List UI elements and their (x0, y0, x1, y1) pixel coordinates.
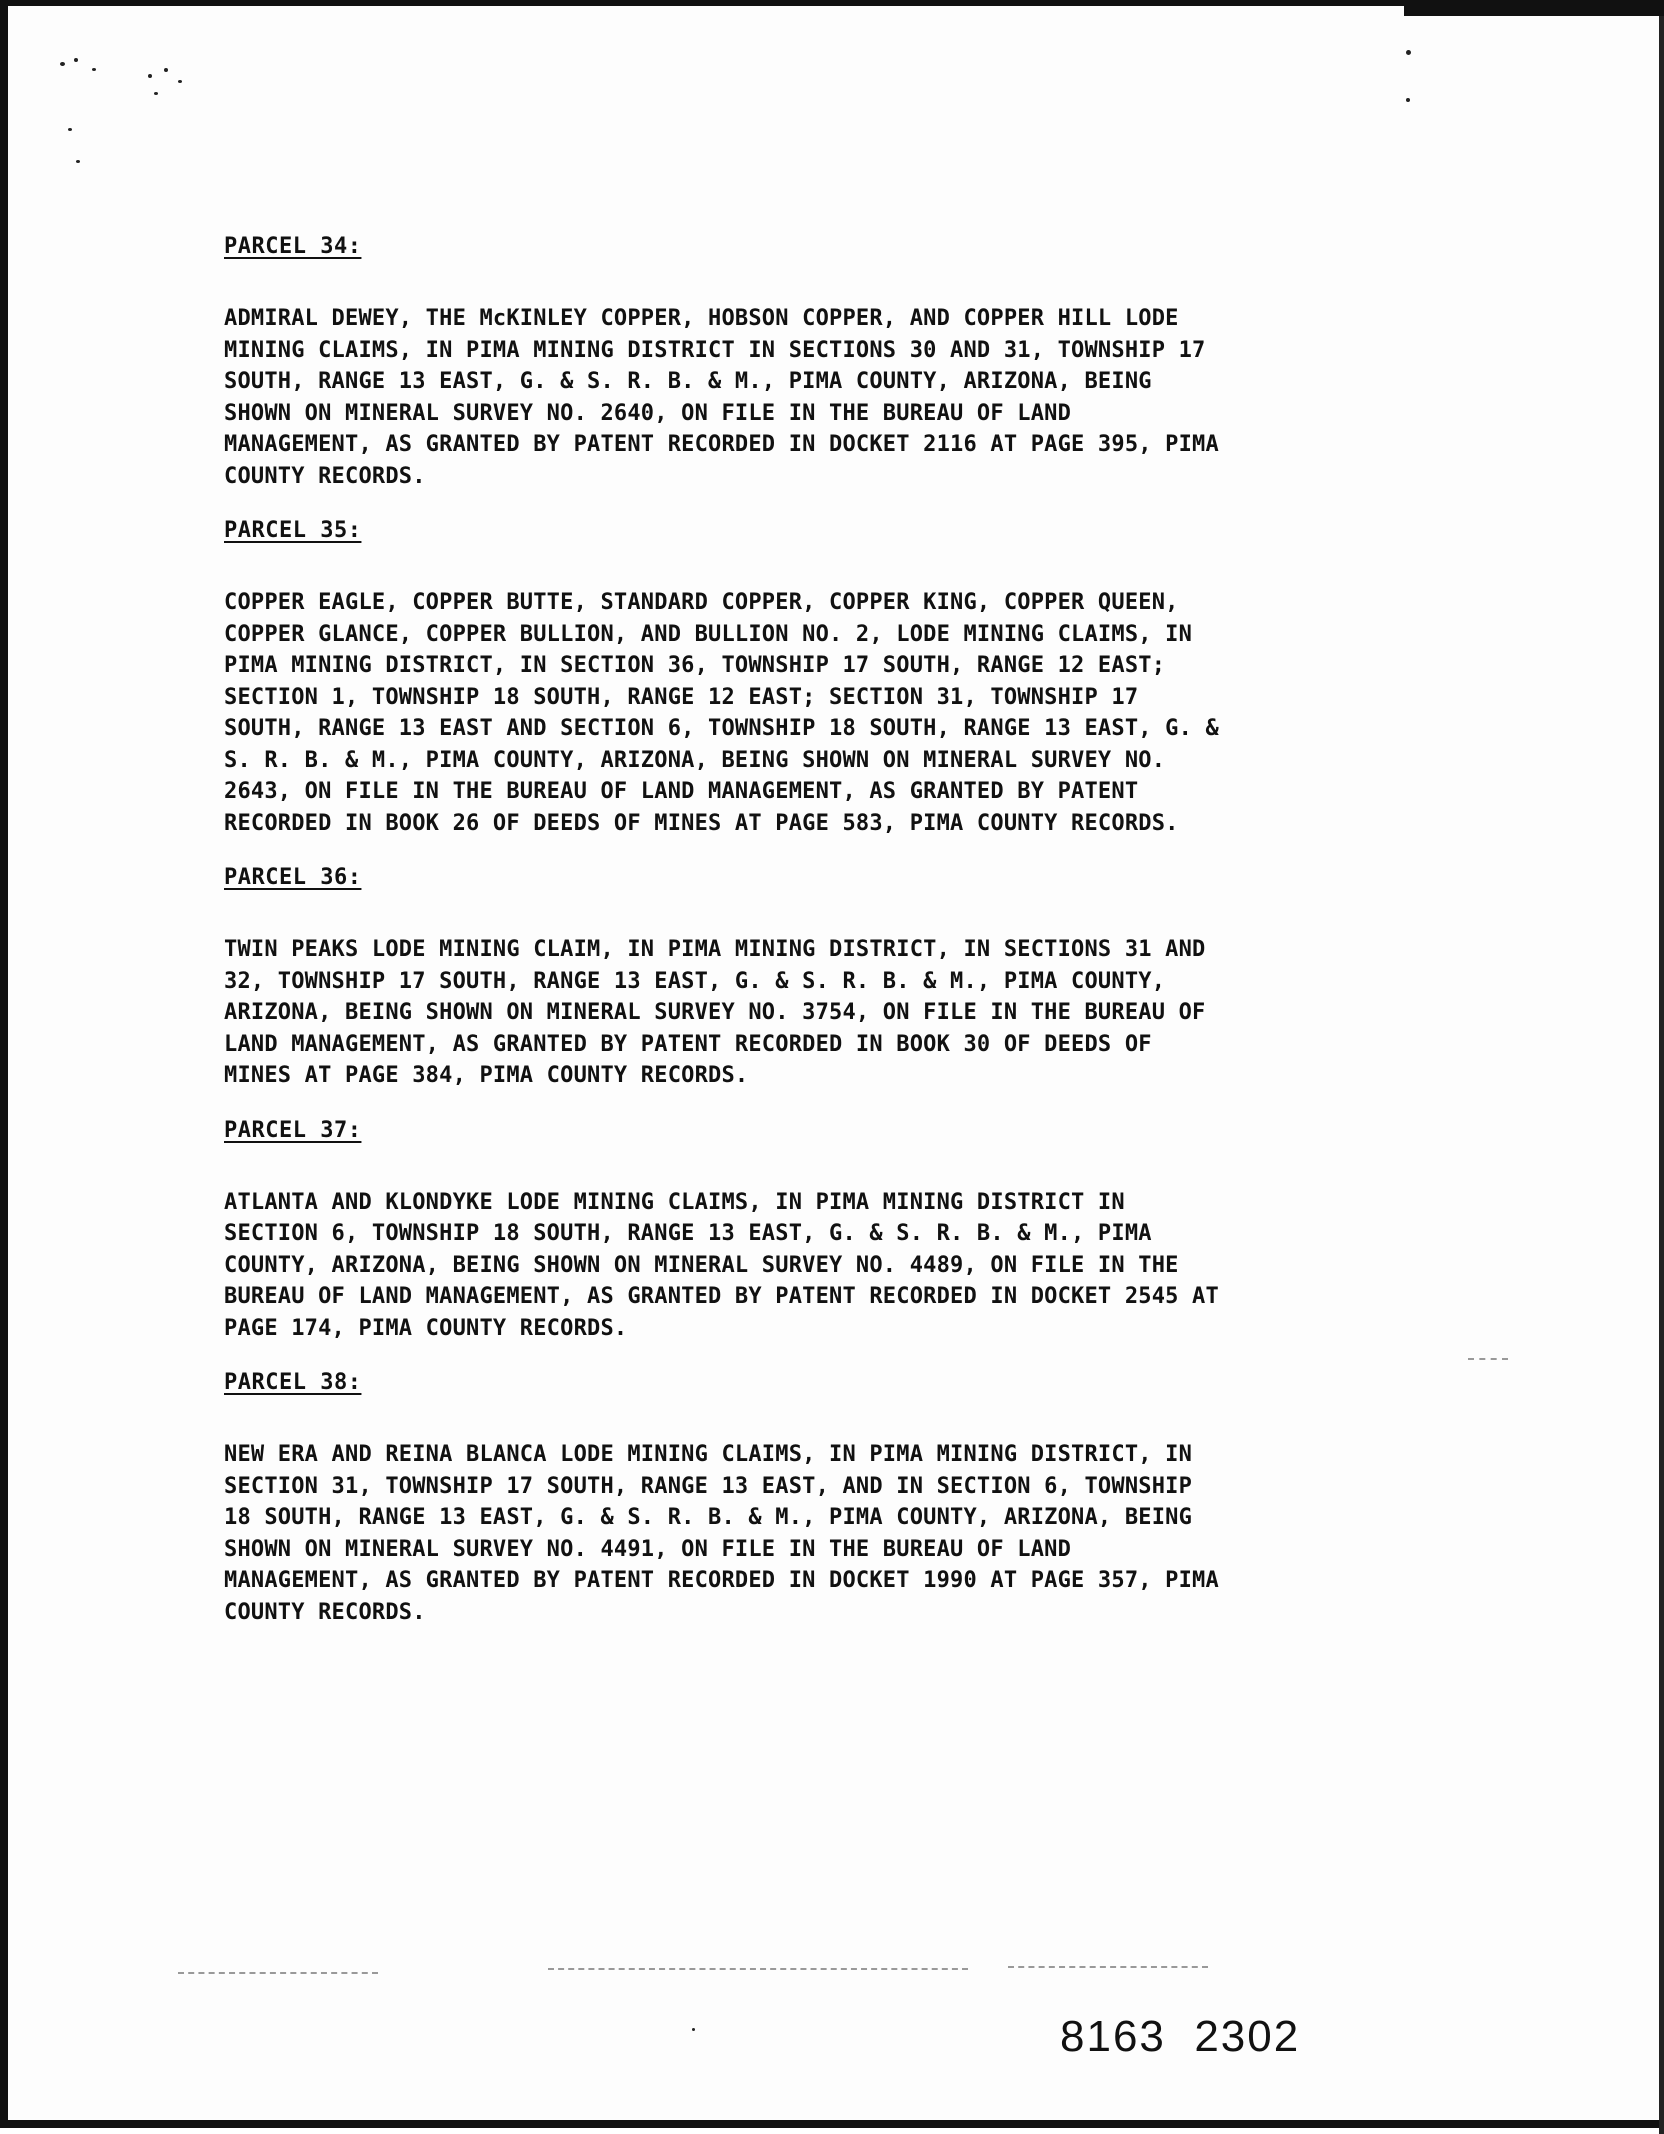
scan-speck (1406, 50, 1411, 55)
parcel-34 (224, 234, 1394, 492)
scan-border-top-right (1404, 6, 1664, 16)
scan-speck (178, 80, 182, 83)
scan-speck (164, 68, 168, 72)
scan-dash-line (1468, 1358, 1508, 1360)
scan-speck (76, 160, 80, 163)
scan-dash-line (548, 1968, 968, 1970)
scan-speck (68, 128, 72, 131)
parcel-36 (224, 865, 1394, 1092)
page-number: 8163 2302 (1060, 2012, 1301, 2061)
scan-speck (1406, 98, 1410, 102)
parcel-description: NEW ERA AND REINA BLANCA LODE MINING CLAIMS, IN PIMA MINING DISTRICT, IN SECTION 31, TOWNSHIP 17 SOUTH, RANGE 13 EAST, AND IN SECTION 6, TOWNSHIP 18 SOUTH, RANGE 13 EAST, G. & S. R. B. & M., PIMA COUNTY, ARIZONA, BEING SHOWN ON MINERAL SURVEY NO. 4491, ON FILE IN THE BUREAU OF LAND MANAGEMENT, AS GRANTED BY PATENT RECORDED IN DOCKET 1990 AT PAGE 357, PIMA COUNTY RECORDS. (224, 1442, 1219, 1625)
parcel-38 (224, 1370, 1394, 1628)
parcel-37 (224, 1118, 1394, 1345)
scan-speck (92, 68, 96, 71)
scan-speck (154, 92, 158, 95)
parcel-description: COPPER EAGLE, COPPER BUTTE, STANDARD COPPER, COPPER KING, COPPER QUEEN, COPPER GLANCE, COPPER BULLION, AND BULLION NO. 2, LODE MINING CLAIMS, IN PIMA MINING DISTRICT, IN SECTION 36, TOWNSHIP 17 SOUTH, RANGE 12 EAST; SECTION 1, TOWNSHIP 18 SOUTH, RANGE 12 EAST; SECTION 31, TOWNSHIP 17 SOUTH, RANGE 13 EAST AND SECTION 6, TOWNSHIP 18 SOUTH, RANGE 13 EAST, G. & S. R. B. & M., PIMA COUNTY, ARIZONA, BEING SHOWN ON MINERAL SURVEY NO. 2643, ON FILE IN THE BUREAU OF LAND MANAGEMENT, AS GRANTED BY PATENT RECORDED IN BOOK 26 OF DEEDS OF MINES AT PAGE 583, PIMA COUNTY RECORDS. (224, 590, 1219, 836)
scan-speck (692, 2028, 695, 2031)
scan-dash-line (178, 1972, 378, 1974)
parcel-35 (224, 518, 1394, 839)
document-body (224, 234, 1394, 1654)
parcel-heading: PARCEL 38: (224, 1370, 362, 1395)
parcel-description: ADMIRAL DEWEY, THE McKINLEY COPPER, HOBSON COPPER, AND COPPER HILL LODE MINING CLAIMS, IN PIMA MINING DISTRICT IN SECTIONS 30 AND 31, TOWNSHIP 17 SOUTH, RANGE 13 EAST, G. & S. R. B. & M., PIMA COUNTY, ARIZONA, BEING SHOWN ON MINERAL SURVEY NO. 2640, ON FILE IN THE BUREAU OF LAND MANAGEMENT, AS GRANTED BY PATENT RECORDED IN DOCKET 2116 AT PAGE 395, PIMA COUNTY RECORDS. (224, 306, 1219, 489)
parcel-description: ATLANTA AND KLONDYKE LODE MINING CLAIMS, IN PIMA MINING DISTRICT IN SECTION 6, TOWNSHIP 18 SOUTH, RANGE 13 EAST, G. & S. R. B. & M., PIMA COUNTY, ARIZONA, BEING SHOWN ON MINERAL SURVEY NO. 4489, ON FILE IN THE BUREAU OF LAND MANAGEMENT, AS GRANTED BY PATENT RECORDED IN DOCKET 2545 AT PAGE 174, PIMA COUNTY RECORDS. (224, 1189, 1219, 1341)
parcel-heading: PARCEL 36: (224, 865, 362, 890)
scan-dash-line (1008, 1966, 1208, 1968)
parcel-heading: PARCEL 34: (224, 234, 362, 259)
scan-speck (60, 62, 65, 66)
scan-speck (74, 58, 78, 62)
parcel-heading: PARCEL 37: (224, 1117, 362, 1143)
scan-border-right (1659, 6, 1664, 2134)
parcel-heading: PARCEL 35: (224, 518, 362, 543)
scan-speck (148, 74, 152, 78)
parcel-description: TWIN PEAKS LODE MINING CLAIM, IN PIMA MINING DISTRICT, IN SECTIONS 31 AND 32, TOWNSHIP 17 SOUTH, RANGE 13 EAST, G. & S. R. B. & M., PIMA COUNTY, ARIZONA, BEING SHOWN ON MINERAL SURVEY NO. 3754, ON FILE IN THE BUREAU OF LAND MANAGEMENT, AS GRANTED BY PATENT RECORDED IN BOOK 30 OF DEEDS OF MINES AT PAGE 384, PIMA COUNTY RECORDS. (224, 937, 1206, 1088)
